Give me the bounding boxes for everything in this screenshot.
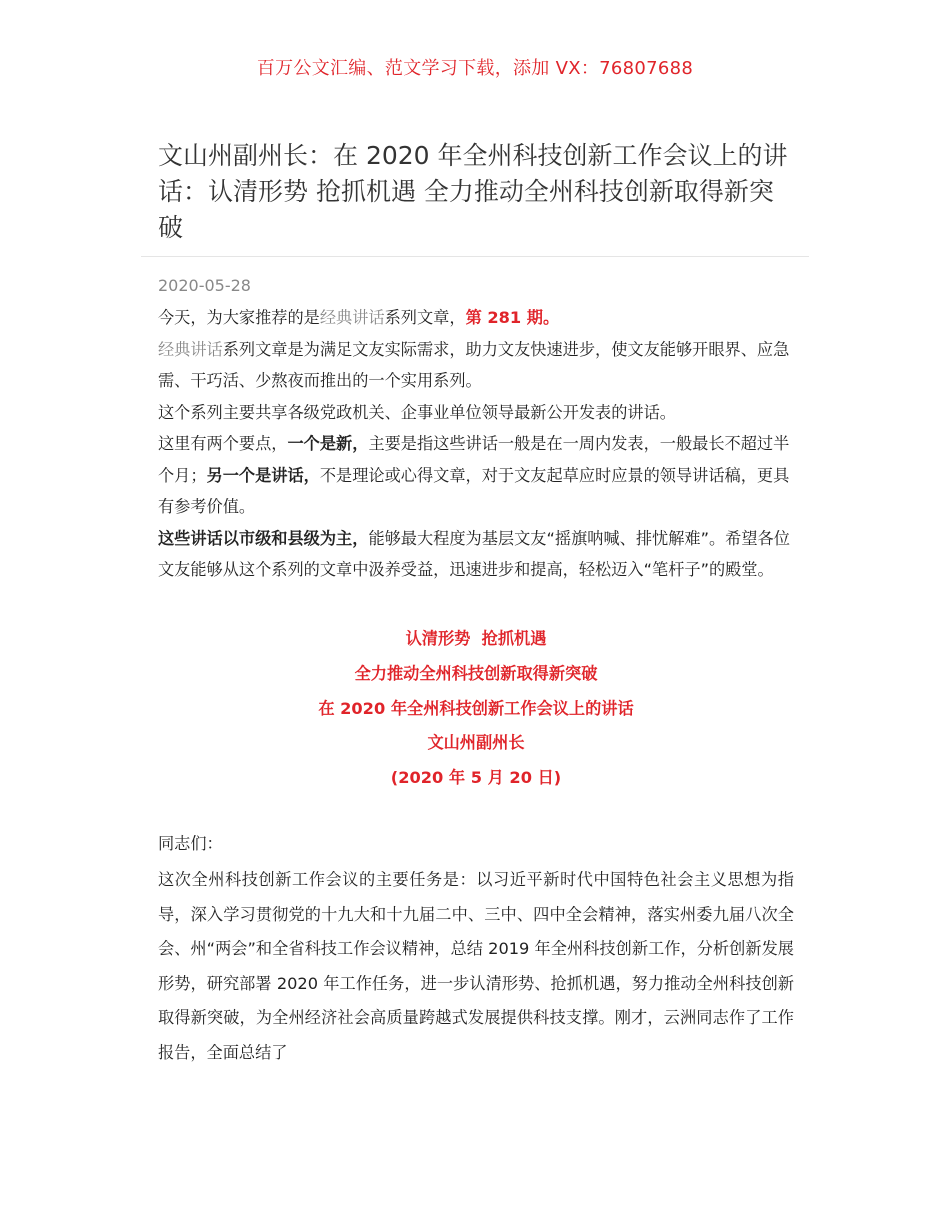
intro-paragraph-4 [158,428,794,523]
intro-text: 系列文章， [384,308,466,327]
intro-text: 今天，为大家推荐的是 [158,308,320,327]
key-point: 另一个是讲话， [206,465,320,485]
intro-paragraph-1 [158,302,794,334]
speech-heading-line: 在 2020 年全州科技创新工作会议上的讲话 [318,698,634,718]
publish-date: 2020-05-28 [158,276,251,295]
key-point: 这些讲话以市级和县级为主， [158,528,369,548]
intro-text: 这里有两个要点， [158,434,288,453]
speech-heading-line: 认清形势 抢抓机遇 [405,629,547,648]
title-divider [141,256,809,257]
speech-speaker: 文山州副州长 [427,733,525,753]
promo-banner: 百万公文汇编、范文学习下载，添加 VX：76807688 [256,58,694,79]
speech-date: (2020 年 5 月 20 日) [390,768,562,788]
intro-text: 系列文章是为满足文友实际需求，助力文友快速进步，使文友能够开眼界、应急需、干巧活、少熬夜而推出的一个实用系列。 [158,339,790,390]
speech-paragraph-1: 这次全州科技创新工作会议的主要任务是：以习近平新时代中国特色社会主义思想为指导，深入学习贯彻党的十九大和十九届二中、三中、四中全会精神，落实州委九届八次全会、州“两会”和全省科技工作会议精神，总结 2019 年全州科技创新工作，分析创新发展形势，研究部署 2020 年工作任务，进一步认清形势、抢抓机遇，努力推动全州科技创新取得新突破，为全州经济社会高质量跨越式发展提供科技支撑。刚才，云洲同志作了工作报告，全面总结了 [158,870,794,1062]
intro-text: 不是理论或心得文章，对于文友起草应时应景的领导讲话稿，更具有参考价值。 [158,465,790,516]
series-name: 经典讲话 [319,308,385,327]
series-name: 经典讲话 [158,339,223,359]
intro-paragraph-5 [158,523,794,586]
key-point: 一个是新， [287,434,369,453]
article-title: 文山州副州长：在 2020 年全州科技创新工作会议上的讲话：认清形势 抢抓机遇 全力推动全州科技创新取得新突破 [158,141,788,242]
speech-heading [158,622,794,796]
intro-paragraph-3: 这个系列主要共享各级党政机关、企事业单位领导最新公开发表的讲话。 [158,402,676,422]
intro-paragraph-2 [158,334,794,397]
speech-body [158,863,794,1071]
salutation: 同志们： [158,834,223,853]
intro-text: 能够最大程度为基层文友“摇旗呐喊、排忧解难”。希望各位文友能够从这个系列的文章中汲养受益，迅速进步和提高，轻松迈入“笔杆子”的殿堂。 [158,528,790,579]
issue-number: 第 281 期。 [465,308,560,327]
speech-heading-line: 全力推动全州科技创新取得新突破 [354,663,598,683]
intro-text: 主要是指这些讲话一般是在一周内发表，一般最长不超过半个月； [158,434,790,485]
intro-section [158,302,794,586]
